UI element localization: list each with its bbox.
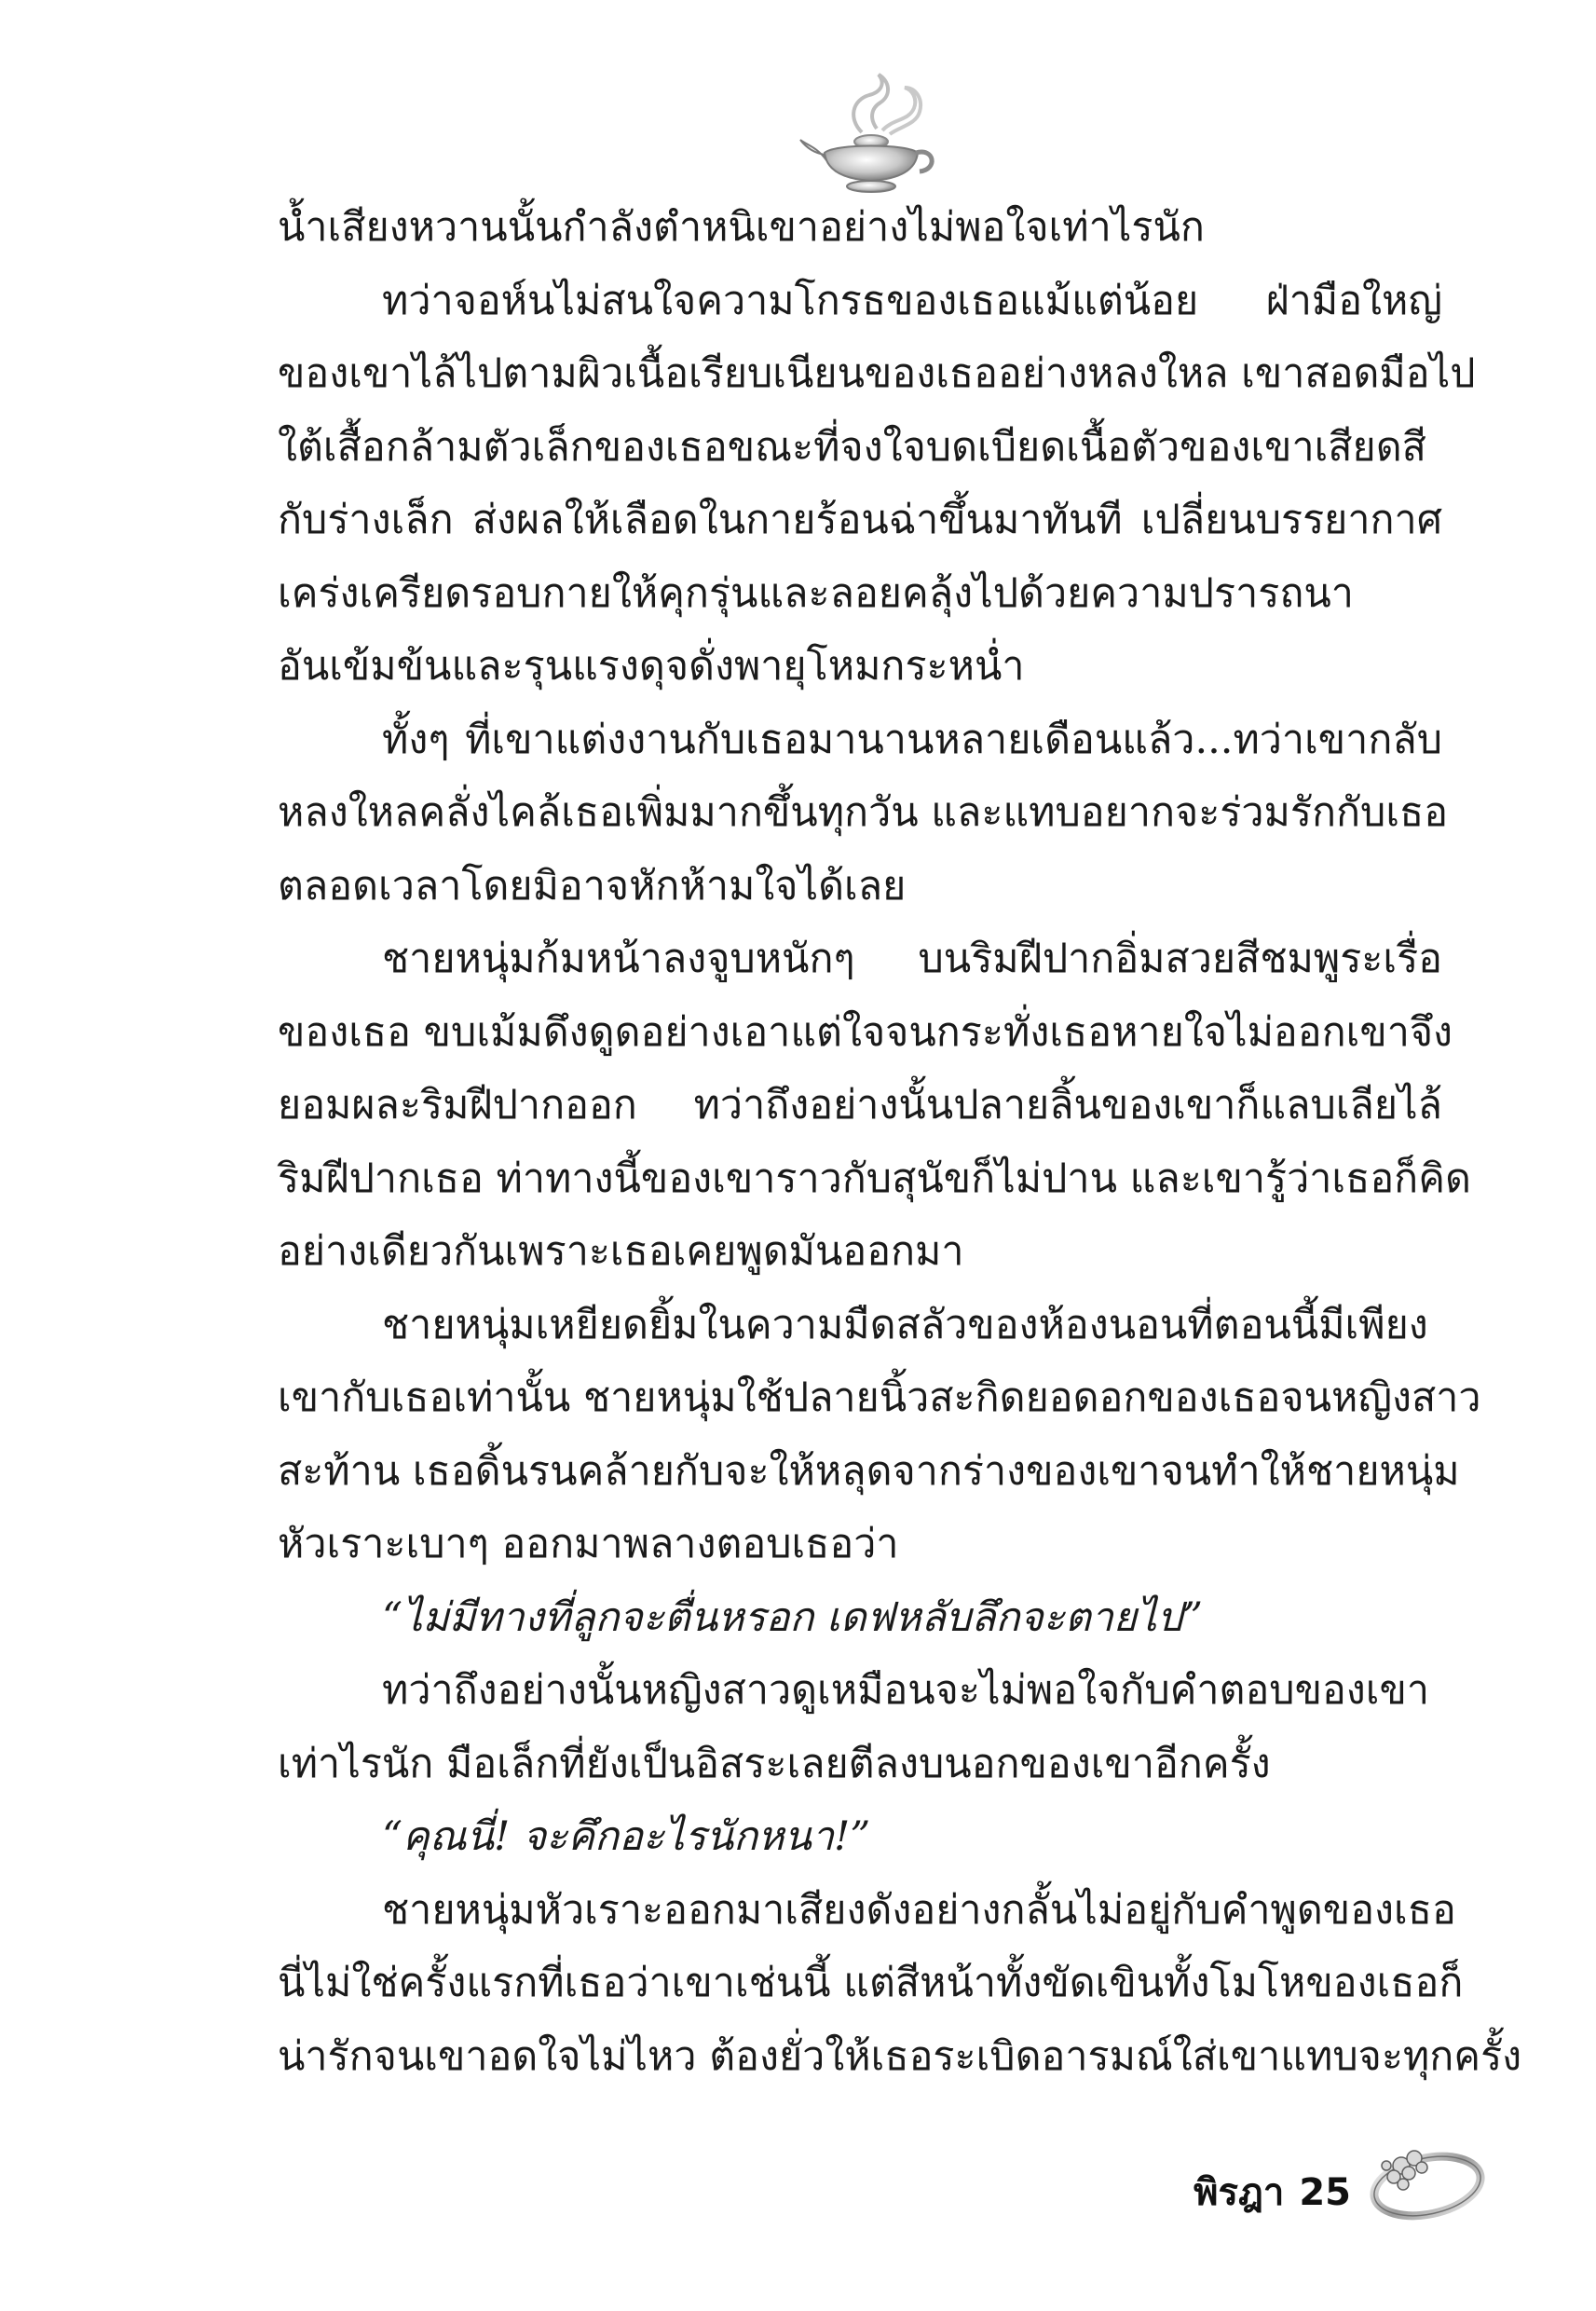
paragraph-line: ชายหนุ่มหัวเราะออกมาเสียงดังอย่างกลั้นไม่อยู่กับคำพูดของเธอ [382,1886,1456,1934]
paragraph-line: อันเข้มข้นและรุนแรงดุจดั่งพายุโหมกระหน่ำ [278,643,1025,690]
paragraph-line: ทว่าถึงอย่างนั้นหญิงสาวดูเหมือนจะไม่พอใจกับคำตอบของเขา [382,1667,1430,1714]
paragraph-line: ทั้งๆ ที่เขาแต่งงานกับเธอมานานหลายเดือนแล้ว...ทว่าเขากลับ [382,716,1442,763]
paragraph-line: ชายหนุ่มก้มหน้าลงจูบหนักๆ บนริมฝีปากอิ่มสวยสีชมพูระเรื่อ [382,936,1442,982]
paragraph-line: ยอมผละริมฝีปากออก ทว่าถึงอย่างนั้นปลายลิ้นของเขาก็แลบเลียไล้ [278,1082,1442,1128]
page-number: 25 [1299,2171,1351,2214]
folio [1194,2162,1351,2222]
diamond-ring-icon [1360,2125,1491,2227]
book-title: พิรฎา [1194,2171,1285,2214]
paragraph-line: ชายหนุ่มเหยียดยิ้มในความมืดสลัวของห้องนอนที่ตอนนี้มีเพียง [382,1301,1428,1348]
paragraph-line: เขากับเธอเท่านั้น ชายหนุ่มใช้ปลายนิ้วสะกิดยอดอกของเธอจนหญิงสาว [278,1374,1481,1421]
paragraph-line: กับร่างเล็ก ส่งผลให้เลือดในกายร้อนฉ่าขึ้นมาทันที เปลี่ยนบรรยากาศ [278,497,1442,543]
paragraph-line: ริมฝีปากเธอ ท่าทางนี้ของเขาราวกับสุนัขก็ไม่ปาน และเขารู้ว่าเธอก็คิด [278,1155,1471,1202]
paragraph-line: นี่ไม่ใช่ครั้งแรกที่เธอว่าเขาเช่นนี้ แต่สีหน้าทั้งขัดเขินทั้งโมโหของเธอก็ [278,1960,1464,2006]
paragraph-line: อย่างเดียวกันเพราะเธอเคยพูดมันออกมา [278,1228,964,1275]
paragraph-line: หัวเราะเบาๆ ออกมาพลางตอบเธอว่า [278,1521,899,1567]
paragraph-line: เท่าไรนัก มือเล็กที่ยังเป็นอิสระเลยตีลงบนอกของเขาอีกครั้ง [278,1740,1271,1787]
paragraph-line: ใต้เสื้อกล้ามตัวเล็กของเธอขณะที่จงใจบดเบียดเนื้อตัวของเขาเสียดสี [278,423,1426,471]
paragraph-line: น้ำเสียงหวานนั้นกำลังตำหนิเขาอย่างไม่พอใจเท่าไรนัก [278,204,1205,251]
paragraph-line: น่ารักจนเขาอดใจไม่ไหว ต้องยั่วให้เธอระเบิดอารมณ์ใส่เขาแทบจะทุกครั้ง [278,2032,1522,2080]
dialogue-line: “ไม่มีทางที่ลูกจะตื่นหรอก เดฟหลับลึกจะตายไป” [382,1593,1203,1641]
paragraph-line: ของเขาไล้ไปตามผิวเนื้อเรียบเนียนของเธออย่างหลงใหล เขาสอดมือไป [278,350,1476,397]
paragraph-line: สะท้าน เธอดิ้นรนคล้ายกับจะให้หลุดจากร่างของเขาจนทำให้ชายหนุ่ม [278,1447,1460,1495]
paragraph-line: ทว่าจอห์นไม่สนใจความโกรธของเธอแม้แต่น้อย ฝ่ามือใหญ่ [382,277,1442,324]
paragraph-line: ของเธอ ขบเม้มดึงดูดอย่างเอาแต่ใจจนกระทั่งเธอหายใจไม่ออกเขาจึง [278,1008,1453,1056]
paragraph-line: ตลอดเวลาโดยมิอาจหักห้ามใจได้เลย [278,862,907,909]
dialogue-line: “คุณนี่! จะคึกอะไรนักหนา!” [382,1813,871,1860]
paragraph-line: เคร่งเครียดรอบกายให้คุกรุ่นและลอยคลุ้งไปด้วยความปรารถนา [278,569,1354,617]
magic-lamp-icon [797,67,946,207]
paragraph-line: หลงใหลคลั่งไคล้เธอเพิ่มมากขึ้นทุกวัน และแทบอยากจะร่วมรักกับเธอ [278,789,1449,836]
body-text [278,191,1522,2093]
page-footer [1099,2125,1491,2236]
